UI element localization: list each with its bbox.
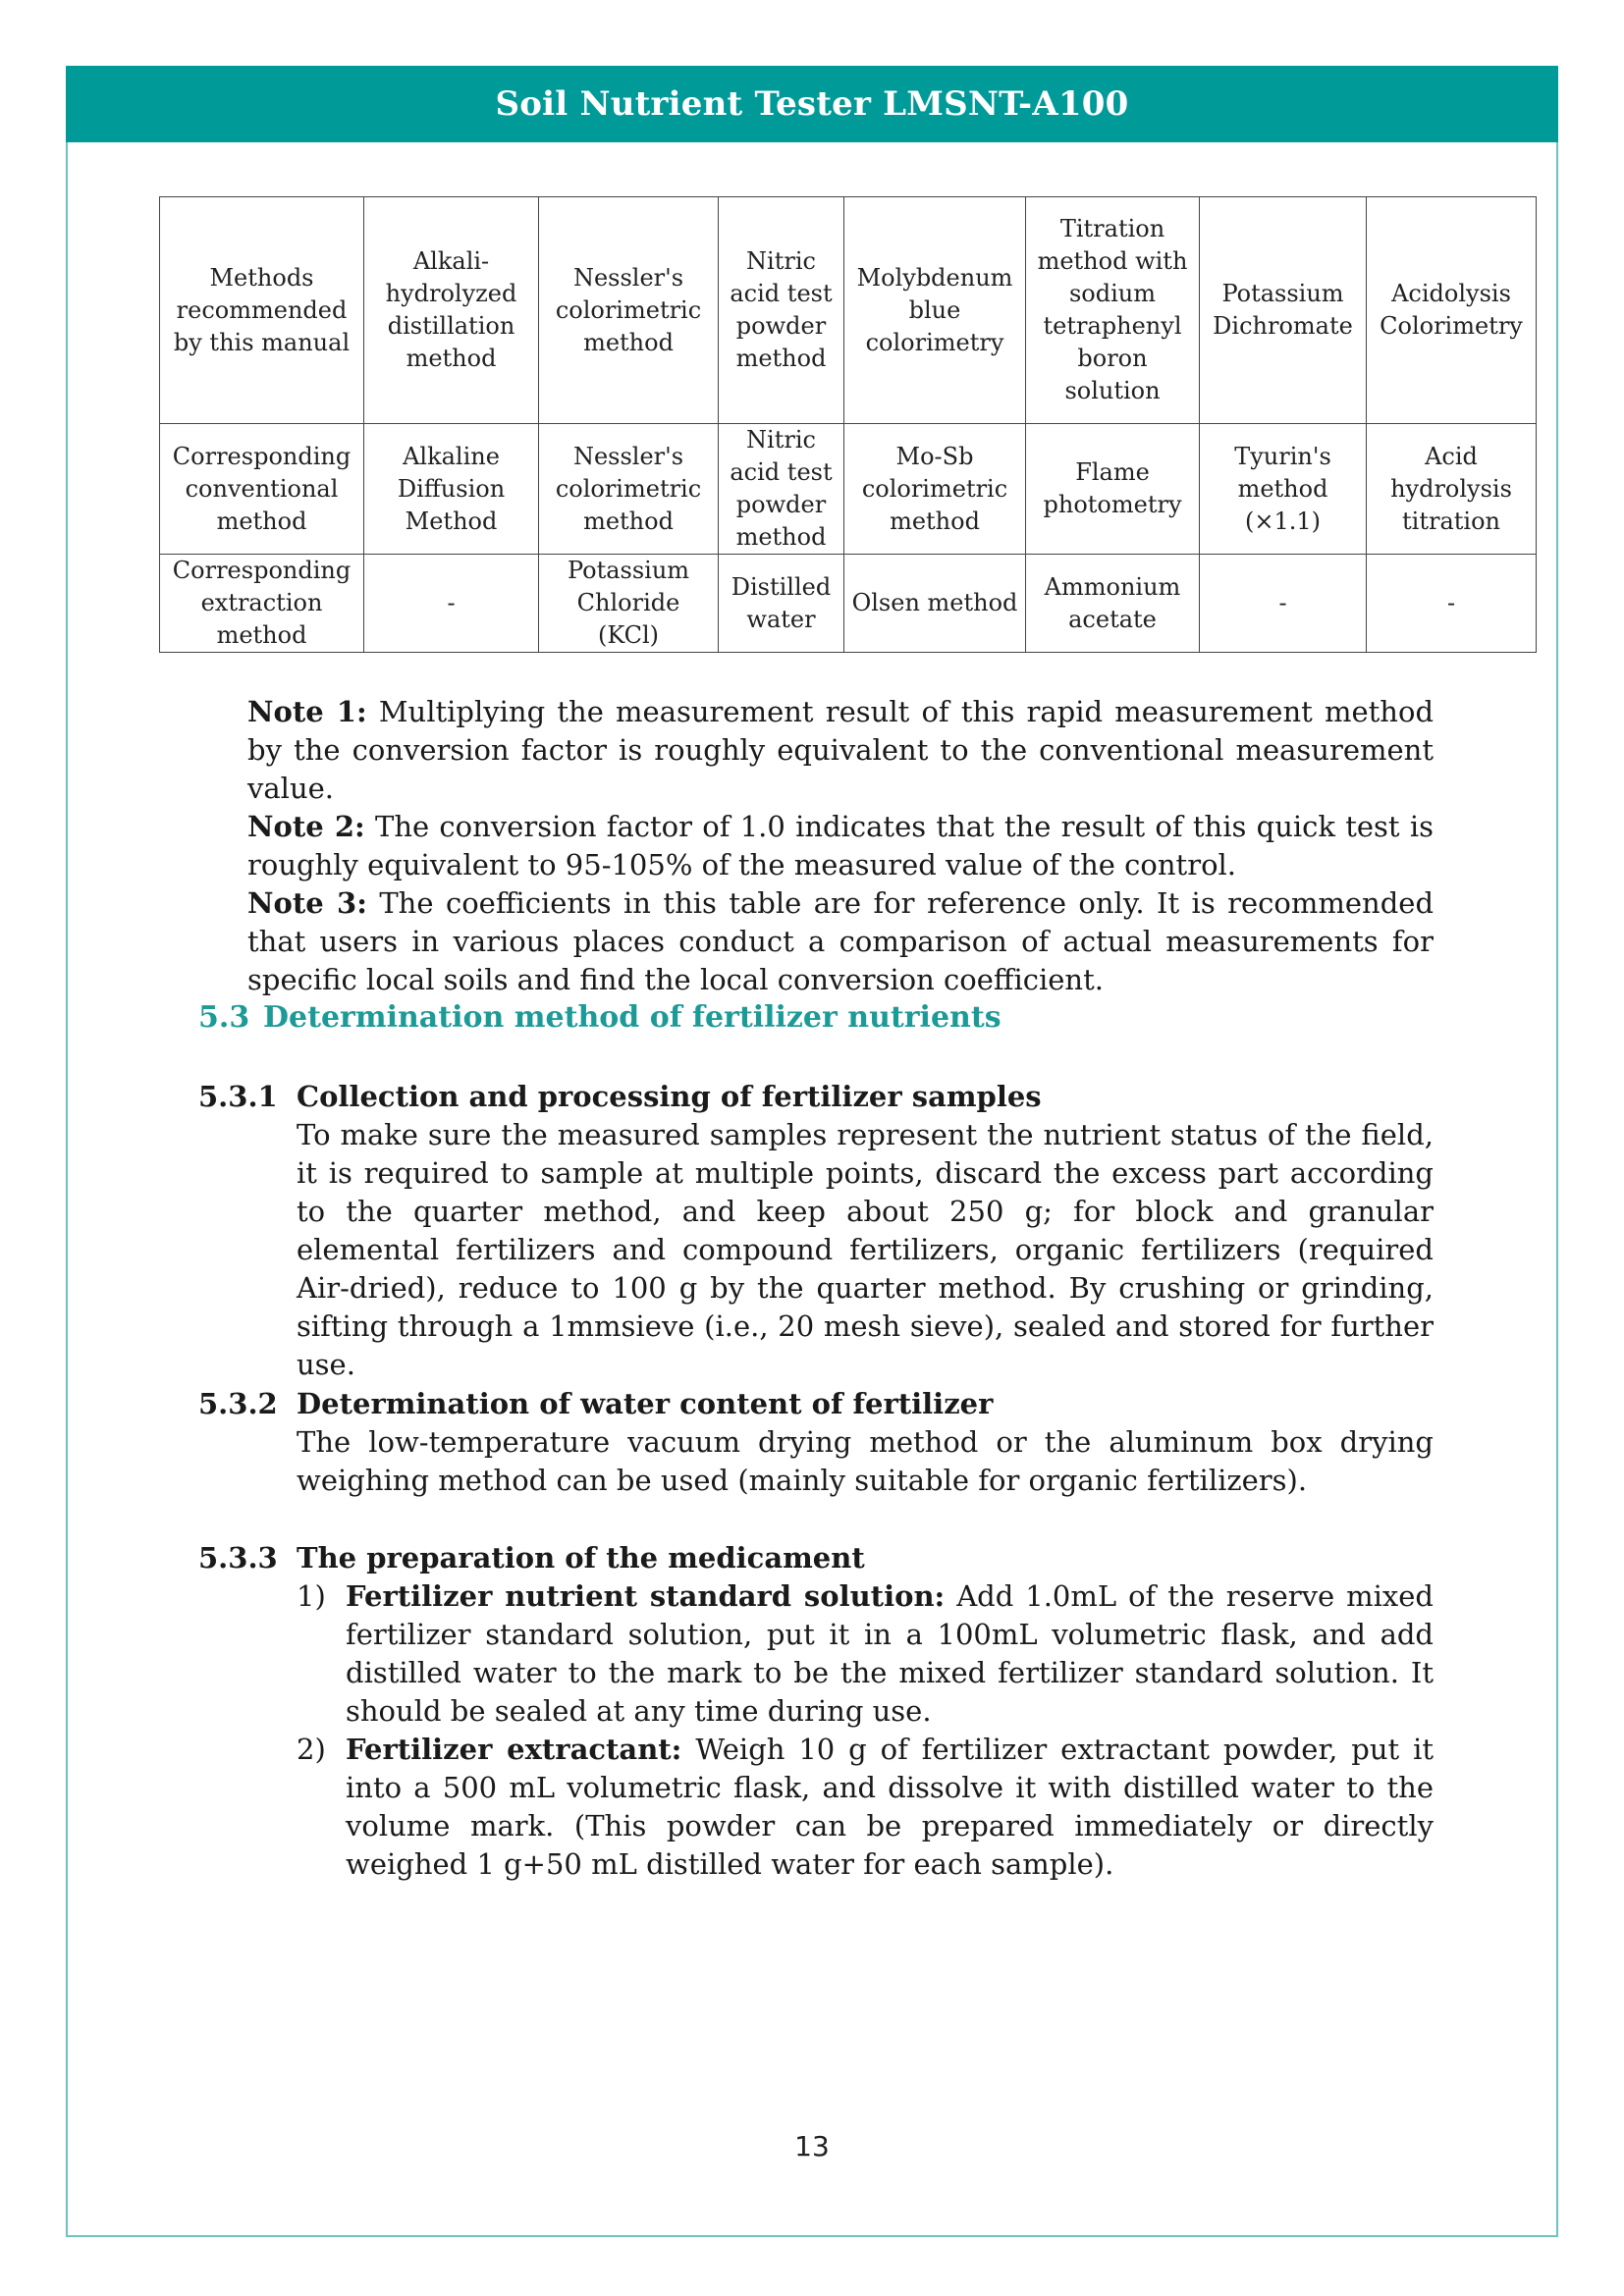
table-cell: Molybdenum blue colorimetry: [844, 197, 1026, 424]
subsection-title: Determination of water content of fertilizer: [297, 1387, 994, 1420]
note: [247, 693, 1434, 808]
note-label: Note 3:: [247, 886, 367, 920]
table-row: [160, 555, 1537, 653]
table-cell: Mo-Sb colorimetric method: [844, 424, 1026, 555]
table-cell: Nitric acid test powder method: [719, 197, 844, 424]
table-cell: -: [1367, 555, 1537, 653]
list-item-number: 2): [297, 1733, 326, 1766]
list-item-text: Weigh 10 g of fertilizer extractant powder, put it into a 500 mL volumetric flask, and dissolve it with distilled water to the volume mark. (This powder can be prepared immediately or directly weighed 1 g+50 mL distilled water for each sample).: [346, 1733, 1434, 1881]
subsection-number: 5.3.1: [198, 1080, 278, 1113]
subsection-title: The preparation of the medicament: [297, 1541, 865, 1575]
table-cell: Nitric acid test powder method: [719, 424, 844, 555]
note-text: The coefficients in this table are for reference only. It is recommended that users in various places conduct a comparison of actual measurements for specific local soils and find the local conversion coefficient.: [247, 886, 1435, 996]
table-cell: Alkali-hydrolyzed distillation method: [364, 197, 539, 424]
table-cell: Acid hydrolysis titration: [1367, 424, 1537, 555]
subsection-5-3-3: [198, 1539, 1434, 1884]
section-title: Determination method of fertilizer nutrients: [263, 1000, 1001, 1035]
table-cell: Alkaline Diffusion Method: [364, 424, 539, 555]
page-header: [66, 66, 1558, 142]
subsection-heading: [198, 1078, 1434, 1116]
table-row: [160, 197, 1537, 424]
page-number: 13: [794, 2130, 830, 2163]
note-label: Note 1:: [247, 695, 367, 728]
table-cell: Ammonium acetate: [1026, 555, 1200, 653]
table-cell: Corresponding conventional method: [160, 424, 364, 555]
table-cell: Acidolysis Colorimetry: [1367, 197, 1537, 424]
table-cell: -: [364, 555, 539, 653]
table-cell: Distilled water: [719, 555, 844, 653]
note-text: The conversion factor of 1.0 indicates that the result of this quick test is roughly equivalent to 95-105% of the measured value of the control.: [247, 810, 1434, 881]
table-cell: Methods recommended by this manual: [160, 197, 364, 424]
list-item-text: Add 1.0mL of the reserve mixed fertilizer standard solution, put it in a 100mL volumetric flask, and add distilled water to the mark to be the mixed fertilizer standard solution. It should be sealed at any time during use.: [346, 1579, 1434, 1728]
list-item: [297, 1731, 1434, 1884]
subsection-heading: [198, 1385, 1434, 1423]
note: [247, 884, 1434, 999]
subsection-title: Collection and processing of fertilizer samples: [297, 1080, 1042, 1113]
subsection-5-3-2: [198, 1385, 1434, 1500]
table-cell: Olsen method: [844, 555, 1026, 653]
list-item-label: Fertilizer nutrient standard solution:: [346, 1579, 946, 1613]
header-title: Soil Nutrient Tester LMSNT-A100: [495, 84, 1129, 124]
table-cell: Potassium Chloride (KCl): [539, 555, 719, 653]
note-text: Multiplying the measurement result of this rapid measurement method by the conversion factor is roughly equivalent to the conventional measurement value.: [247, 695, 1435, 805]
list-item-label: Fertilizer extractant:: [346, 1733, 682, 1766]
subsection-number: 5.3.3: [198, 1541, 278, 1575]
section-heading: [198, 1000, 1001, 1035]
methods-table: [159, 196, 1537, 653]
table-cell: Potassium Dichromate: [1200, 197, 1367, 424]
notes-block: [247, 693, 1434, 999]
paragraph: The low-temperature vacuum drying method or the aluminum box drying weighing method can be used (mainly suitable for organic fertilizers).: [297, 1425, 1434, 1497]
paragraph: To make sure the measured samples represent the nutrient status of the field, it is required to sample at multiple points, discard the excess part according to the quarter method, and keep about 250 g; for block and granular elemental fertilizers and compound fertilizers, organic fertilizers (required Air-dried), reduce to 100 g by the quarter method. By crushing or grinding, sifting through a 1mmsieve (i.e., 20 mesh sieve), sealed and stored for further use.: [297, 1118, 1434, 1381]
table-cell: Corresponding extraction method: [160, 555, 364, 653]
table-cell: Titration method with sodium tetraphenyl boron solution: [1026, 197, 1200, 424]
subsection-heading: [198, 1539, 1434, 1577]
table-row: [160, 424, 1537, 555]
list-item-number: 1): [297, 1579, 326, 1613]
subsection-5-3-1: [198, 1078, 1434, 1384]
table-cell: -: [1200, 555, 1367, 653]
table-cell: Nessler's colorimetric method: [539, 424, 719, 555]
subsection-number: 5.3.2: [198, 1387, 278, 1420]
list-item: [297, 1577, 1434, 1731]
table-cell: Flame photometry: [1026, 424, 1200, 555]
note-label: Note 2:: [247, 810, 365, 843]
section-number: 5.3: [198, 1000, 250, 1035]
table-cell: Tyurin's method (×1.1): [1200, 424, 1367, 555]
table-cell: Nessler's colorimetric method: [539, 197, 719, 424]
note: [247, 808, 1434, 884]
